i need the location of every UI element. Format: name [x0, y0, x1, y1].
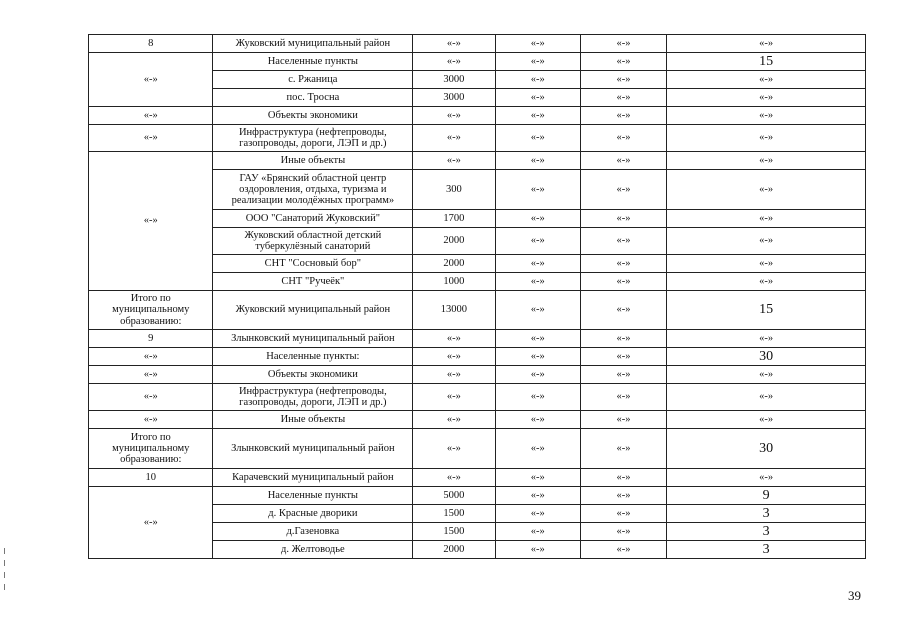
- table-row: Жуковский областной детский туберкулёзный санаторий 2000 «-» «-» «-»: [89, 228, 866, 255]
- count-cell: 15: [667, 291, 866, 330]
- table-row: «-» Объекты экономики «-» «-» «-» «-»: [89, 107, 866, 125]
- group-cell: «-»: [89, 125, 213, 152]
- group-cell: «-»: [89, 487, 213, 559]
- table-row: 8 Жуковский муниципальный район «-» «-» «-» «-»: [89, 35, 866, 53]
- scan-edge-mark: [4, 584, 5, 590]
- object-name: СНТ "Сосновый бор": [213, 255, 413, 273]
- object-name: Злынковский муниципальный район: [213, 429, 413, 469]
- object-name: ГАУ «Брянский областной центр оздоровления, отдыха, туризма и реализации молодёжных программ»: [213, 170, 413, 210]
- object-name: д. Желтоводье: [213, 541, 413, 559]
- table-row: ГАУ «Брянский областной центр оздоровления, отдыха, туризма и реализации молодёжных программ» 300 «-» «-» «-»: [89, 170, 866, 210]
- area-cell: 2000: [413, 255, 495, 273]
- scan-edge-mark: [4, 560, 5, 566]
- table-row: д.Газеновка 1500 «-» «-» 3: [89, 523, 866, 541]
- table-row: 9 Злынковский муниципальный район «-» «-» «-» «-»: [89, 330, 866, 348]
- object-name: Населенные пункты:: [213, 348, 413, 366]
- object-name: Жуковский муниципальный район: [213, 35, 413, 53]
- object-name: Иные объекты: [213, 411, 413, 429]
- object-name: Злынковский муниципальный район: [213, 330, 413, 348]
- count-cell: 3: [667, 523, 866, 541]
- table-row: «-» Иные объекты «-» «-» «-» «-»: [89, 411, 866, 429]
- district-number: 10: [89, 469, 213, 487]
- area-cell: 2000: [413, 228, 495, 255]
- data-table: [88, 34, 866, 559]
- table-row: 10 Карачевский муниципальный район «-» «-» «-» «-»: [89, 469, 866, 487]
- group-cell: «-»: [89, 366, 213, 384]
- object-name: с. Ржаница: [213, 71, 413, 89]
- table-row: «-» Иные объекты «-» «-» «-» «-»: [89, 152, 866, 170]
- table-row: СНТ "Ручеёк" 1000 «-» «-» «-»: [89, 273, 866, 291]
- count-cell: 3: [667, 505, 866, 523]
- table-row: с. Ржаница 3000 «-» «-» «-»: [89, 71, 866, 89]
- group-cell: «-»: [89, 384, 213, 411]
- object-name: Инфраструктура (нефтепроводы, газопроводы, дороги, ЛЭП и др.): [213, 125, 413, 152]
- area-cell: 1700: [413, 210, 495, 228]
- object-name: СНТ "Ручеёк": [213, 273, 413, 291]
- count-cell: 30: [667, 348, 866, 366]
- object-name: Объекты экономики: [213, 107, 413, 125]
- total-label: Итого по муниципальному образованию:: [89, 291, 213, 330]
- table-row: «-» Населенные пункты «-» «-» «-» 15: [89, 53, 866, 71]
- object-name: Жуковский областной детский туберкулёзный санаторий: [213, 228, 413, 255]
- group-cell: «-»: [89, 348, 213, 366]
- count-cell: 9: [667, 487, 866, 505]
- area-cell: 1500: [413, 505, 495, 523]
- count-cell: 30: [667, 429, 866, 469]
- area-cell: 5000: [413, 487, 495, 505]
- object-name: пос. Тросна: [213, 89, 413, 107]
- table-row: ООО "Санаторий Жуковский" 1700 «-» «-» «-»: [89, 210, 866, 228]
- object-name: Населенные пункты: [213, 487, 413, 505]
- object-name: д. Красные дворики: [213, 505, 413, 523]
- group-cell: «-»: [89, 53, 213, 107]
- district-number: 9: [89, 330, 213, 348]
- object-name: Иные объекты: [213, 152, 413, 170]
- table-row: «-» Инфраструктура (нефтепроводы, газопроводы, дороги, ЛЭП и др.) «-» «-» «-» «-»: [89, 125, 866, 152]
- table-row: «-» Инфраструктура (нефтепроводы, газопроводы, дороги, ЛЭП и др.) «-» «-» «-» «-»: [89, 384, 866, 411]
- total-label: Итого по муниципальному образованию:: [89, 429, 213, 469]
- area-cell: 300: [413, 170, 495, 210]
- table-row: д. Желтоводье 2000 «-» «-» 3: [89, 541, 866, 559]
- object-name: Инфраструктура (нефтепроводы, газопроводы, дороги, ЛЭП и др.): [213, 384, 413, 411]
- count-cell: 3: [667, 541, 866, 559]
- table-row: пос. Тросна 3000 «-» «-» «-»: [89, 89, 866, 107]
- table-row: СНТ "Сосновый бор" 2000 «-» «-» «-»: [89, 255, 866, 273]
- object-name: Объекты экономики: [213, 366, 413, 384]
- group-cell: «-»: [89, 152, 213, 291]
- table-row: «-» Объекты экономики «-» «-» «-» «-»: [89, 366, 866, 384]
- district-number: 8: [89, 35, 213, 53]
- area-cell: 13000: [413, 291, 495, 330]
- scan-edge-mark: [4, 548, 5, 554]
- object-name: Населенные пункты: [213, 53, 413, 71]
- table-row: Итого по муниципальному образованию: Жуковский муниципальный район 13000 «-» «-» 15: [89, 291, 866, 330]
- table-row: «-» Населенные пункты: «-» «-» «-» 30: [89, 348, 866, 366]
- page-number: 39: [848, 588, 861, 603]
- table-row: «-» Населенные пункты 5000 «-» «-» 9: [89, 487, 866, 505]
- area-cell: 1500: [413, 523, 495, 541]
- area-cell: 2000: [413, 541, 495, 559]
- group-cell: «-»: [89, 411, 213, 429]
- count-cell: 15: [667, 53, 866, 71]
- table-row: д. Красные дворики 1500 «-» «-» 3: [89, 505, 866, 523]
- group-cell: «-»: [89, 107, 213, 125]
- area-cell: 3000: [413, 71, 495, 89]
- area-cell: 1000: [413, 273, 495, 291]
- object-name: Жуковский муниципальный район: [213, 291, 413, 330]
- object-name: ООО "Санаторий Жуковский": [213, 210, 413, 228]
- table-row: Итого по муниципальному образованию: Злынковский муниципальный район «-» «-» «-» 30: [89, 429, 866, 469]
- object-name: д.Газеновка: [213, 523, 413, 541]
- object-name: Карачевский муниципальный район: [213, 469, 413, 487]
- area-cell: 3000: [413, 89, 495, 107]
- scan-edge-mark: [4, 572, 5, 578]
